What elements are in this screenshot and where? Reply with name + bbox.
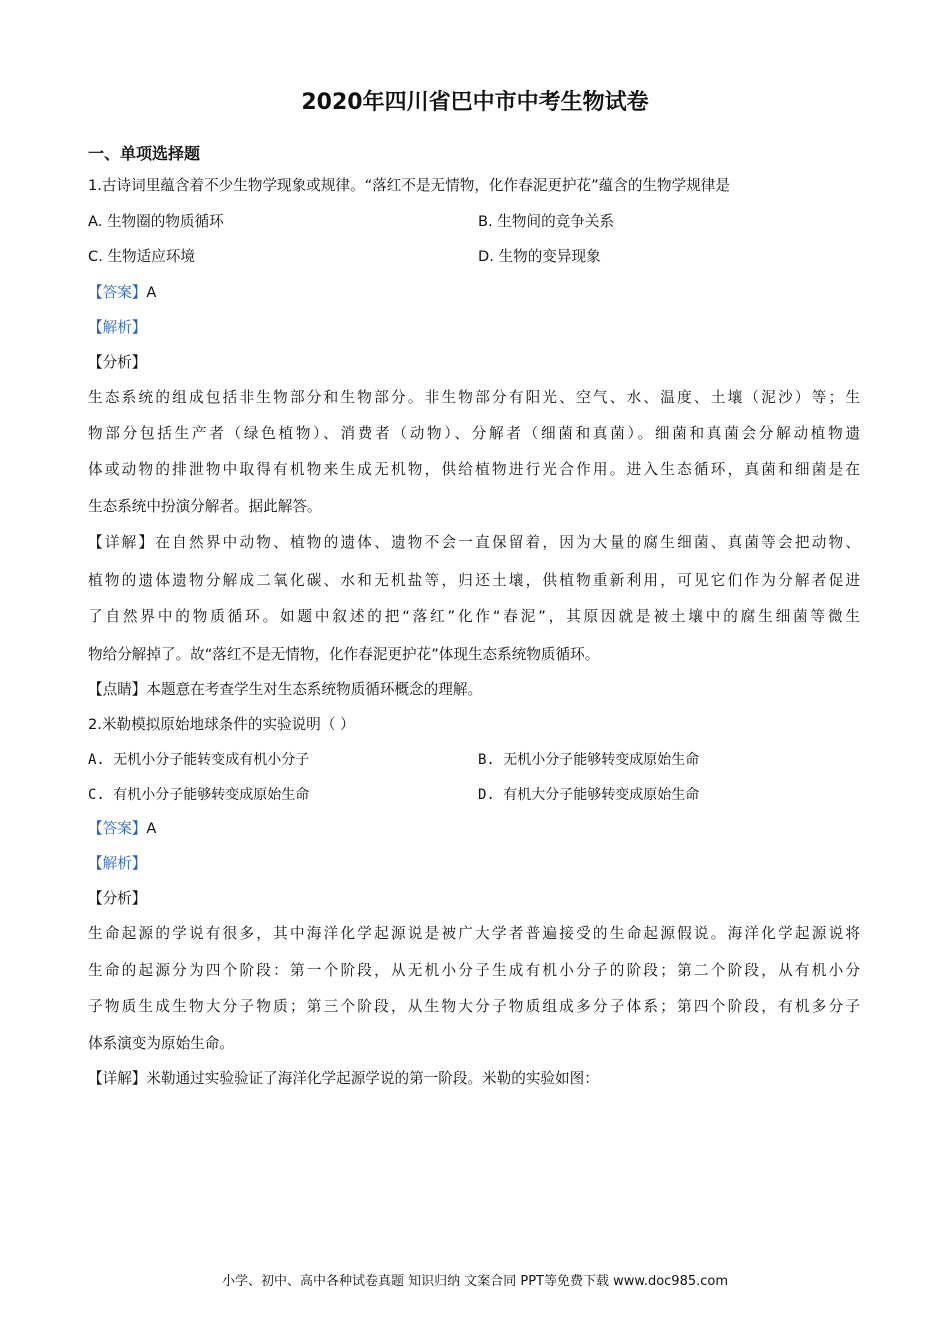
question-2-answer — [88, 819, 156, 839]
detail-paragraph: 【详解】在自然界中动物、植物的遗体、遗物不会一直保留着，因为大量的腐生细菌、真菌等会把动物、 — [88, 534, 860, 551]
paragraph-line: 生态系统的组成包括非生物部分和生物部分。非生物部分有阳光、空气、水、温度、土壤（泥沙）等；生 — [88, 389, 860, 406]
question-1-option-d: D. 生物的变异现象 — [478, 248, 601, 265]
paragraph-line: 物给分解掉了。故“落红不是无情物，化作春泥更护花”体现生态系统物质循环。 — [88, 646, 600, 663]
detail-tag: 【详解】 — [88, 534, 156, 551]
paragraph-line: 体或动物的排泄物中取得有机物来生成无机物，供给植物进行光合作用。进入生态循环，真菌和细菌是在 — [88, 461, 860, 478]
detail-tag: 【详解】 — [88, 1070, 147, 1087]
question-1-analysis-label — [88, 318, 146, 338]
analysis-tag: 【解析】 — [88, 855, 147, 872]
detail-paragraph: 【详解】米勒通过实验验证了海洋化学起源学说的第一阶段。米勒的实验如图： — [88, 1070, 599, 1087]
answer-value: A — [146, 820, 157, 837]
paragraph-line: 了自然界中的物质循环。如题中叙述的把“落红”化作“春泥”，其原因就是被土壤中的腐生细菌等微生 — [88, 608, 860, 625]
answer-tag: 【答案】 — [88, 820, 147, 837]
question-2-option-c: C. 有机小分子能够转变成原始生命 — [88, 787, 310, 803]
question-2-fenxi-label: 【分析】 — [88, 890, 147, 907]
question-2-option-d: D. 有机大分子能够转变成原始生命 — [478, 787, 700, 803]
paragraph-line: 物部分包括生产者（绿色植物）、消费者（动物）、分解者（细菌和真菌）。细菌和真菌会分解动植物遗 — [88, 425, 860, 442]
question-1-answer — [88, 283, 156, 303]
question-1-option-a: A. 生物圈的物质循环 — [88, 213, 224, 230]
question-2-stem: 2.米勒模拟原始地球条件的实验说明（ ） — [88, 716, 355, 733]
paragraph-line: 子物质生成生物大分子物质；第三个阶段，从生物大分子物质组成多分子体系；第四个阶段，有机多分子 — [88, 998, 860, 1015]
paragraph-line: 体系演变为原始生命。 — [88, 1035, 234, 1052]
question-1-option-c: C. 生物适应环境 — [88, 248, 196, 265]
paragraph-line: 生命起源的学说有很多，其中海洋化学起源说是被广大学者普遍接受的生命起源假说。海洋化学起源说将 — [88, 925, 860, 942]
question-2-analysis-label — [88, 854, 146, 874]
question-1-option-b: B. 生物间的竞争关系 — [478, 213, 615, 230]
page-footer: 小学、初中、高中各种试卷真题 知识归纳 文案合同 PPT等免费下载 www.doc985.com — [221, 1274, 729, 1289]
comment-tag: 【点睛】 — [88, 681, 147, 698]
answer-tag: 【答案】 — [88, 284, 147, 301]
paragraph-line: 生命的起源分为四个阶段：第一个阶段，从无机小分子生成有机小分子的阶段；第二个阶段，从有机小分 — [88, 962, 860, 979]
analysis-tag: 【解析】 — [88, 319, 147, 336]
question-2-option-b: B. 无机小分子能够转变成原始生命 — [478, 752, 700, 768]
paragraph-line: 生态系统中扮演分解者。据此解答。 — [88, 498, 322, 515]
question-2-option-a: A. 无机小分子能转变成有机小分子 — [88, 752, 310, 768]
page-title: 2020年四川省巴中市中考生物试卷 — [301, 90, 649, 115]
comment-paragraph: 【点睛】本题意在考查学生对生态系统物质循环概念的理解。 — [88, 681, 483, 698]
question-1-fenxi-label: 【分析】 — [88, 354, 147, 371]
question-1-stem: 1.古诗词里蕴含着不少生物学现象或规律。“落红不是无情物，化作春泥更护花”蕴含的生物学规律是 — [88, 177, 730, 194]
answer-value: A — [146, 284, 157, 301]
paragraph-line: 植物的遗体遗物分解成二氧化碳、水和无机盐等，归还土壤，供植物重新利用，可见它们作为分解者促进 — [88, 572, 860, 589]
section-heading: 一、单项选择题 — [88, 144, 201, 163]
